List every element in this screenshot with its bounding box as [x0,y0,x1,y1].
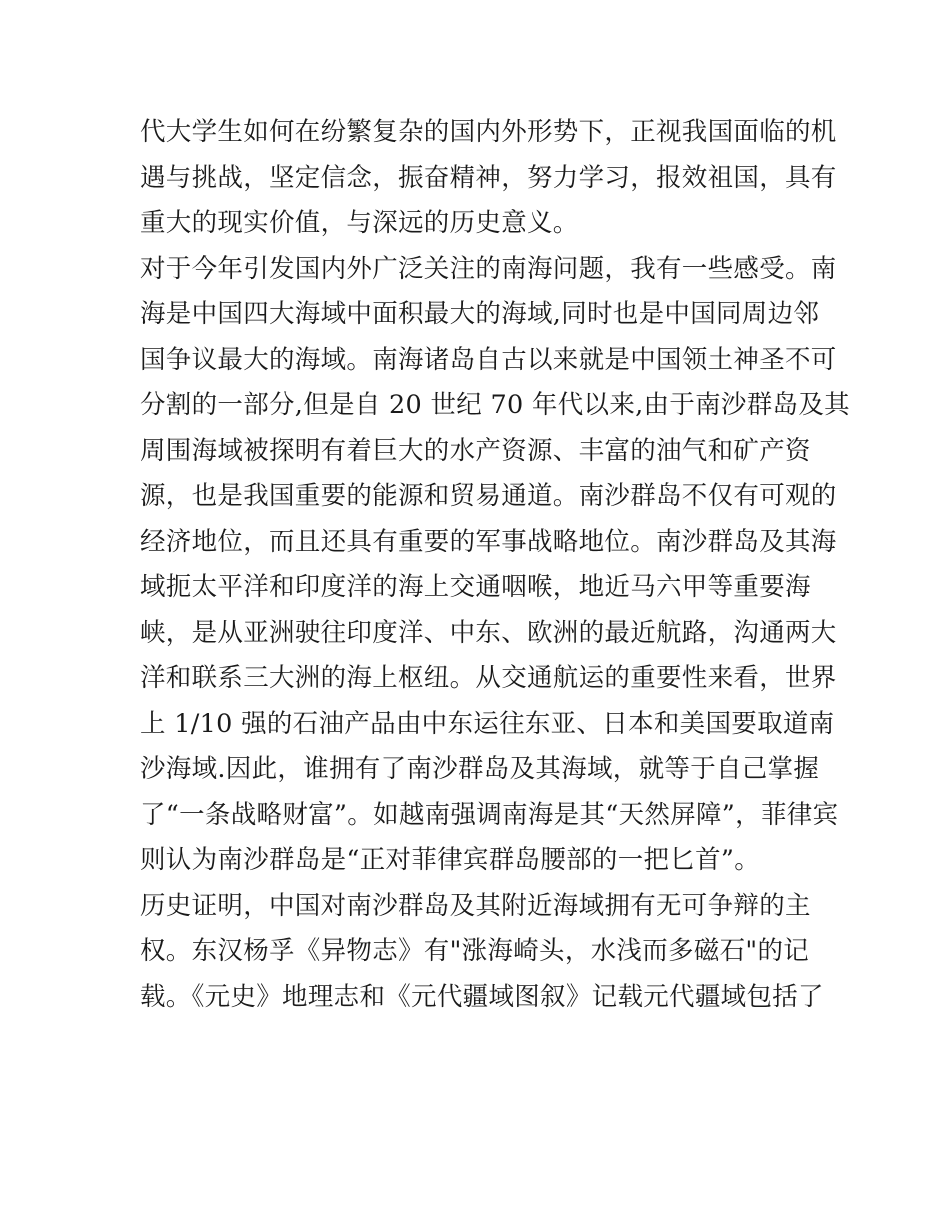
text-line: 沙海域.因此，谁拥有了南沙群岛及其海域，就等于自己掌握 [140,754,820,784]
text-line: 代大学生如何在纷繁复杂的国内外形势下，正视我国面临的机 [140,117,837,147]
text-line: 分割的一部分,但是自 20 世纪 70 年代以来,由于南沙群岛及其 [140,390,850,420]
text-line: 权。东汉杨孚《异物志》有"涨海崎头，水浅而多磁石"的记 [140,936,810,966]
text-line: 上 1/10 强的石油产品由中东运往东亚、日本和美国要取道南 [140,708,835,739]
text-line: 历史证明，中国对南沙群岛及其附近海域拥有无可争辩的主 [140,890,811,921]
text-line: 国争议最大的海域。南海诸岛自古以来就是中国领土神圣不可 [140,344,837,375]
text-line: 遇与挑战，坚定信念，振奋精神，努力学习，报效祖国，具有 [140,162,837,193]
text-line: 了“一条战略财富”。如越南强调南海是其“天然屏障”，菲律宾 [140,799,839,830]
body-text [140,110,850,1020]
text-line: 周围海域被探明有着巨大的水产资源、丰富的油气和矿产资 [140,435,811,466]
text-line: 则认为南沙群岛是“正对菲律宾群岛腰部的一把匕首”。 [140,845,761,875]
text-line: 源，也是我国重要的能源和贸易通道。南沙群岛不仅有可观的 [140,481,837,511]
text-line: 峡，是从亚洲驶往印度洋、中东、欧洲的最近航路，沟通两大 [140,617,837,648]
text-line: 对于今年引发国内外广泛关注的南海问题，我有一些感受。南 [140,253,837,284]
text-line: 经济地位，而且还具有重要的军事战略地位。南沙群岛及其海 [140,526,837,557]
text-line: 海是中国四大海域中面积最大的海域,同时也是中国同周边邻 [140,299,820,329]
text-line: 载。《元史》地理志和《元代疆域图叙》记载元代疆域包括了 [140,981,824,1012]
text-line: 洋和联系三大洲的海上枢纽。从交通航运的重要性来看，世界 [140,663,837,693]
text-line: 重大的现实价值，与深远的历史意义。 [140,208,579,238]
text-line: 域扼太平洋和印度洋的海上交通咽喉，地近马六甲等重要海 [140,572,811,602]
